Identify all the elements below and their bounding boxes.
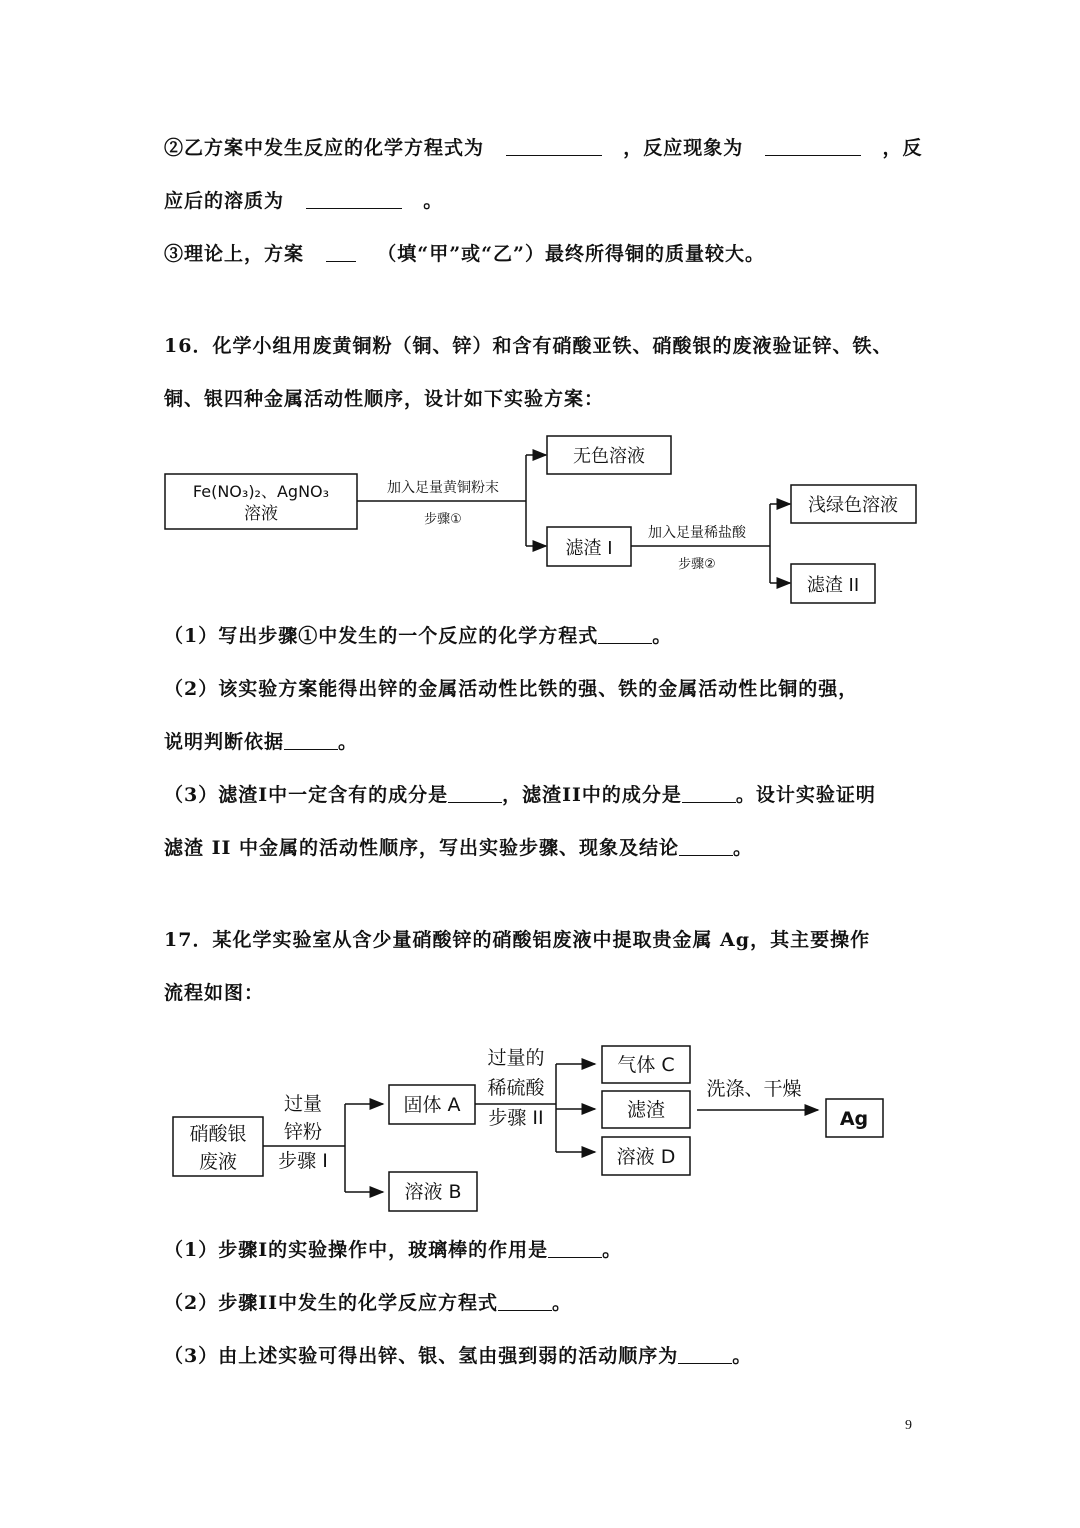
q15-p2-text-b: ，反应现象为 xyxy=(623,137,744,159)
q15-p3-text-a: ③理论上，方案 xyxy=(164,243,305,265)
q17-intro-line2: 流程如图： xyxy=(164,982,265,1004)
answer-blank[interactable] xyxy=(498,1292,552,1311)
acid-label-line1: 过量的 xyxy=(487,1047,545,1069)
q16-intro-line1: 16．化学小组用废黄铜粉（铜、锌）和含有硝酸亚铁、硝酸银的废液验证锌、铁、 xyxy=(164,335,893,357)
q16-sub2-end: 。 xyxy=(338,731,359,753)
q16-sub3-text-c: 。设计实验证明 xyxy=(735,784,876,806)
step2-label: 步骤 II xyxy=(488,1107,544,1129)
q15-p2-text-a: ②乙方案中发生反应的化学方程式为 xyxy=(164,137,485,159)
answer-blank[interactable] xyxy=(682,784,736,803)
q16-intro-line2: 铜、银四种金属活动性顺序，设计如下实验方案： xyxy=(164,388,605,410)
excess-label: 过量 xyxy=(283,1093,323,1115)
q16-sub3-line2 xyxy=(164,836,753,860)
q15-p2-text-c: ，反 xyxy=(882,137,923,159)
answer-blank[interactable] xyxy=(306,190,402,209)
answer-blank[interactable] xyxy=(678,1345,732,1364)
q16-sub3-line1 xyxy=(164,783,876,807)
residue1-label: 滤渣 I xyxy=(565,538,613,559)
q15-p2-text-d: 应后的溶质为 xyxy=(164,190,285,212)
gas-c-label: 气体 C xyxy=(617,1054,675,1076)
waste-label-line2: 废液 xyxy=(198,1151,238,1173)
q16-sub1-text: （1）写出步骤①中发生的一个反应的化学方程式 xyxy=(164,625,599,647)
waste-label-line1: 硝酸银 xyxy=(189,1123,247,1145)
q16-sub2-line2 xyxy=(164,730,358,754)
zinc-powder-label: 锌粉 xyxy=(283,1121,323,1143)
solution-b-label: 溶液 B xyxy=(404,1181,462,1203)
q15-p3-text-b: （填“甲”或“乙”）最终所得铜的质量较大。 xyxy=(377,243,765,265)
q16-flow-diagram xyxy=(150,425,930,610)
silver-product-label: Ag xyxy=(839,1108,869,1130)
wash-dry-label: 洗涤、干燥 xyxy=(706,1078,802,1100)
step1-reagent-label: 加入足量黄铜粉末 xyxy=(387,480,499,496)
step1-label: 步骤 I xyxy=(278,1150,328,1172)
q17-sub2 xyxy=(164,1291,572,1315)
q17-sub1-text: （1）步骤I的实验操作中，玻璃棒的作用是 xyxy=(164,1239,549,1261)
step1-name-label: 步骤① xyxy=(424,512,462,527)
q17-sub3-end: 。 xyxy=(732,1345,753,1367)
q15-p2-text-e: 。 xyxy=(423,190,444,212)
q17-sub3 xyxy=(164,1344,752,1368)
answer-blank[interactable] xyxy=(679,837,733,856)
light-green-solution-label: 浅绿色溶液 xyxy=(808,495,898,516)
page-number: 9 xyxy=(905,1418,912,1433)
q17-intro-line1: 17．某化学实验室从含少量硝酸锌的硝酸铝废液中提取贵金属 Ag，其主要操作 xyxy=(164,929,871,951)
answer-blank[interactable] xyxy=(548,1239,602,1258)
step2-reagent-label: 加入足量稀盐酸 xyxy=(648,525,746,541)
q16-sub3-end: 。 xyxy=(733,837,754,859)
q17-sub2-end: 。 xyxy=(552,1292,573,1314)
q16-sub3-text-b: ，滤渣II中的成分是 xyxy=(502,784,682,806)
q16-sub2-line1: （2）该实验方案能得出锌的金属活动性比铁的强、铁的金属活动性比铜的强， xyxy=(164,678,859,700)
step2-name-label: 步骤② xyxy=(678,557,716,572)
q16-sub3-text-a: （3）滤渣I中一定含有的成分是 xyxy=(164,784,449,806)
answer-blank[interactable] xyxy=(598,625,652,644)
q17-sub1-end: 。 xyxy=(602,1239,623,1261)
q15-part2-line2 xyxy=(164,189,443,213)
q15-part2-line1 xyxy=(164,136,923,160)
q17-sub3-text: （3）由上述实验可得出锌、银、氢由强到弱的活动顺序为 xyxy=(164,1345,679,1367)
q17-sub1 xyxy=(164,1238,622,1262)
q16-sub2-text: 说明判断依据 xyxy=(164,731,285,753)
acid-label-line2: 稀硫酸 xyxy=(487,1077,545,1099)
residue2-label: 滤渣 II xyxy=(806,575,860,596)
q16-sub1 xyxy=(164,624,672,648)
answer-blank[interactable] xyxy=(765,137,861,156)
q15-part3 xyxy=(164,242,765,266)
q17-sub2-text: （2）步骤II中发生的化学反应方程式 xyxy=(164,1292,498,1314)
q16-sub1-end: 。 xyxy=(652,625,673,647)
answer-blank[interactable] xyxy=(506,137,602,156)
solution-d-label: 溶液 D xyxy=(616,1146,676,1168)
residue-label: 滤渣 xyxy=(626,1099,666,1121)
q16-sub3-text-d: 滤渣 II 中金属的活动性顺序，写出实验步骤、现象及结论 xyxy=(164,837,680,859)
answer-blank[interactable] xyxy=(326,243,356,262)
solid-a-label: 固体 A xyxy=(403,1094,461,1116)
start-solution-line2: 溶液 xyxy=(244,504,278,524)
answer-blank[interactable] xyxy=(284,731,338,750)
q17-flow-diagram xyxy=(160,1035,900,1215)
start-solution-line1: Fe(NO₃)₂、AgNO₃ xyxy=(192,482,330,501)
answer-blank[interactable] xyxy=(448,784,502,803)
colorless-solution-label: 无色溶液 xyxy=(573,446,645,467)
